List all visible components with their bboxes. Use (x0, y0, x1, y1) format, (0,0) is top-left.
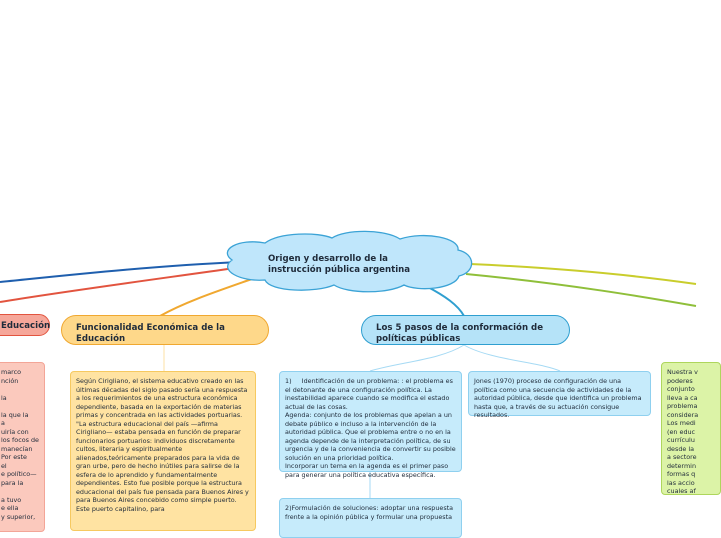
topic-cinco-pasos[interactable] (361, 315, 570, 345)
central-topic-title[interactable]: Origen y desarrollo de la instrucción pública argentina (268, 254, 411, 275)
topic-funcionalidad-label: Funcionalidad Económica de la Educación (76, 323, 225, 344)
note-educacion-partial[interactable]: marco nción la la que la a uiría con los focos de manecían Por este el e político— para la a tuvo e ella y superior, (0, 362, 45, 532)
note-cirigliano[interactable]: Según Cirigliano, el sistema educativo creado en las últimas décadas del siglo pasado sería una respuesta a los requerimientos de una estructura económica dependiente, basada en la exportación de materias primas y concentrada en las actividades portuarias. "La estructura educacional del país —afirma Cirigliano— estaba pensada en función de preparar funcionarios portuarios: individuos discretamente cultos, literaria y espiritualmente alienados,teóricamente preparados para la vida de gran urbe, pero de hecho inútiles para salirse de la esfera de lo aprendido y fundamentalmente dependientes. Esto fue posible porque la estructura educacional del país fue pensada para Buenos Aires y para Buenos Aires concebido como simple puerto. Este puerto capitalino, para (70, 371, 256, 531)
topic-educacion[interactable] (0, 314, 50, 336)
connector-pasos-notes-1 (370, 345, 464, 371)
branch-yellow-right (470, 264, 696, 284)
connector-pasos-notes-2 (464, 345, 560, 371)
topic-educacion-label: Educación (1, 321, 51, 331)
topic-cinco-pasos-label: Los 5 pasos de la conformación de políticas públicas (376, 323, 544, 344)
topic-funcionalidad-economica[interactable] (61, 315, 269, 345)
branch-orange (160, 279, 252, 316)
branch-teal (426, 286, 464, 316)
note-right-partial[interactable]: Nuestra v poderes conjunto lleva a ca problema considera Los medi (en educ currículu desde la a sectore determin formas q las accio cuales af (661, 362, 721, 495)
note-paso-1-identificacion[interactable]: 1) Identificación de un problema: : el problema es el detonante de una configuración política. La inestabilidad aparece cuando se modifica el estado actual de las cosas. Agenda: conjunto de los problemas que apelan a un debate público e incluso a la intervención de la autoridad pública. Que el problema entre o no en la agenda depende de la interpretación política, de su urgencia y de la conveniencia de convertir su posible solución en una prioridad política. Incorporar un tema en la agenda es el primer paso para generar una política educativa específica. (279, 371, 462, 472)
note-paso-2-formulacion[interactable]: 2)Formulación de soluciones: adoptar una respuesta frente a la opinión pública y formular una propuesta (279, 498, 462, 538)
note-jones-1970[interactable]: Jones (1970) proceso de configuración de una política como una secuencia de actividades de la autoridad pública, desde que identifica un problema hasta que, a través de su actuación consigue resultados. (468, 371, 651, 416)
